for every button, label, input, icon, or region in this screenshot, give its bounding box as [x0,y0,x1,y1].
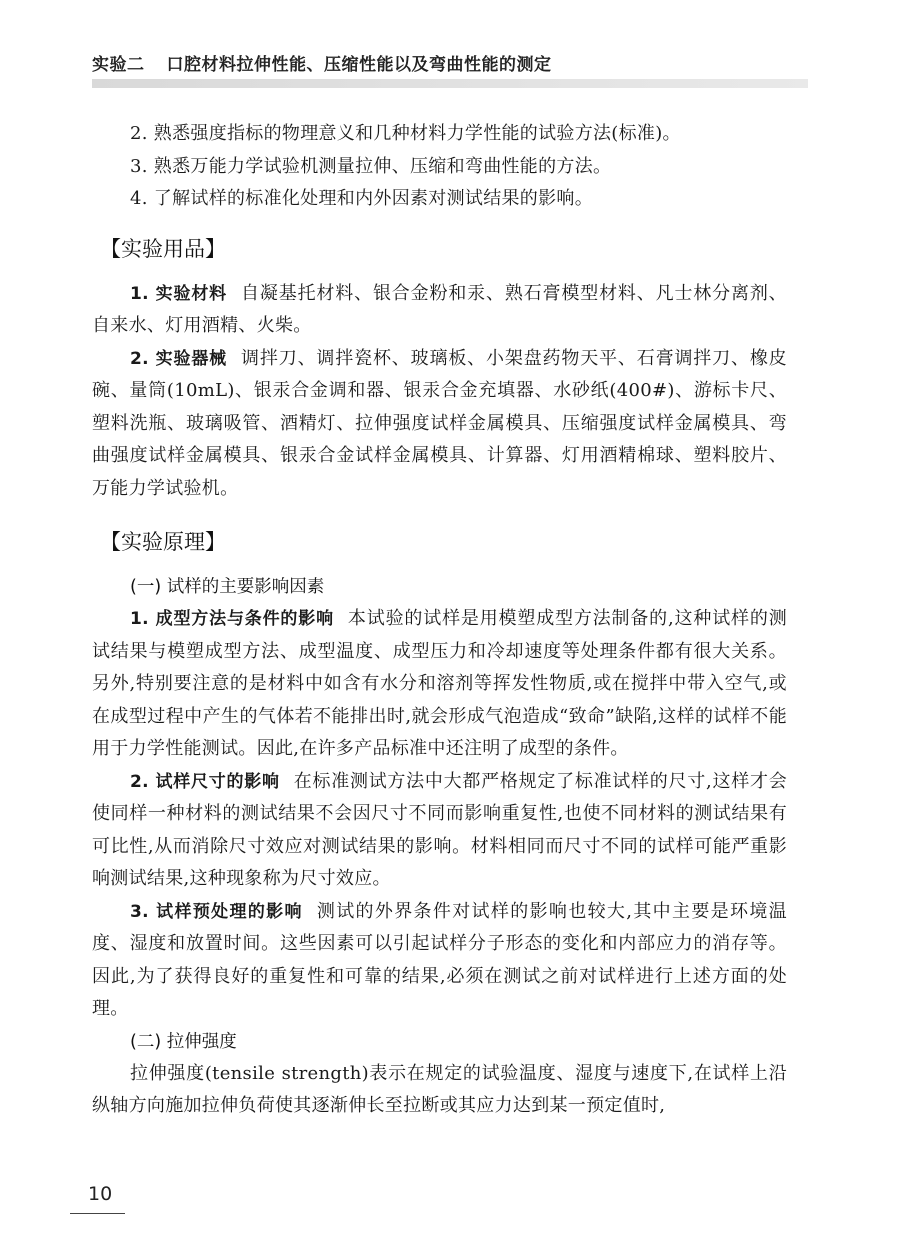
page-body [92,118,787,1123]
objective-item: 4. 了解试样的标准化处理和内外因素对测试结果的影响。 [130,188,593,209]
instruments-label: 2. 实验器械 [130,348,228,369]
materials-label: 1. 实验材料 [130,283,228,304]
factor-text: 本试验的试样是用模塑成型方法制备的,这种试样的测试结果与模塑成型方法、成型温度、成型压力和冷却速度等处理条件都有很大关系。另外,特别要注意的是材料中如含有水分和溶剂等挥发性物质,或在搅拌中带入空气,或在成型过程中产生的气体若不能排出时,就会形成气泡造成“致命”缺陷,这样的试样不能用于力学性能测试。因此,在许多产品标准中还注明了成型的条件。 [92,608,787,759]
instruments-text: 调拌刀、调拌瓷杯、玻璃板、小架盘药物天平、石膏调拌刀、橡皮碗、量筒(10mL)、银汞合金调和器、银汞合金充填器、水砂纸(400#)、游标卡尺、塑料洗瓶、玻璃吸管、酒精灯、拉伸强度试样金属模具、压缩强度试样金属模具、弯曲强度试样金属模具、银汞合金试样金属模具、计算器、灯用酒精棉球、塑料胶片、万能力学试验机。 [92,347,787,499]
objective-item: 2. 熟悉强度指标的物理意义和几种材料力学性能的试验方法(标准)。 [130,123,681,144]
page-number: 10 [88,1183,113,1205]
section-heading-supplies: 【实验用品】 [100,236,226,261]
objective-item: 3. 熟悉万能力学试验机测量拉伸、压缩和弯曲性能的方法。 [130,155,612,177]
factor-paragraph [92,766,787,896]
page-number-rule [70,1213,125,1214]
factor-label: 1. 成型方法与条件的影响 [130,609,334,629]
factor-text: 在标准测试方法中大都严格规定了标准试样的尺寸,这样才会使同样一种材料的测试结果不会因尺寸不同而影响重复性,也使不同材料的测试结果有可比性,从而消除尺寸效应对测试结果的影响。材料相同而尺寸不同的试样可能严重影响测试结果,这种现象称为尺寸效应。 [92,770,787,889]
chapter-title: 口腔材料拉伸性能、压缩性能以及弯曲性能的测定 [166,55,552,75]
factor-paragraph [92,896,787,1026]
materials-text: 自凝基托材料、银合金粉和汞、熟石膏模型材料、凡士林分离剂、自来水、灯用酒精、火柴。 [92,282,787,336]
subsection-title-tensile: (二) 拉伸强度 [130,1031,237,1052]
factor-label: 3. 试样预处理的影响 [130,901,303,922]
tensile-paragraph: 拉伸强度(tensile strength)表示在规定的试验温度、湿度与速度下,在试样上沿纵轴方向施加拉伸负荷使其逐渐伸长至拉断或其应力达到某一预定值时, [92,1062,787,1116]
materials-paragraph [92,278,787,343]
section-heading-principle: 【实验原理】 [100,530,226,554]
header-bar [92,79,808,88]
factor-text: 测试的外界条件对试样的影响也较大,其中主要是环境温度、湿度和放置时间。这些因素可以引起试样分子形态的变化和内部应力的消存等。因此,为了获得良好的重复性和可靠的结果,必须在测试之前对试样进行上述方面的处理。 [92,900,787,1019]
chapter-label: 实验二 [92,55,145,75]
instruments-paragraph [92,343,787,506]
factor-paragraph [92,603,787,766]
subsection-title-factors: (一) 试样的主要影响因素 [130,577,325,597]
running-header [92,50,812,75]
factor-label: 2. 试样尺寸的影响 [130,771,280,792]
